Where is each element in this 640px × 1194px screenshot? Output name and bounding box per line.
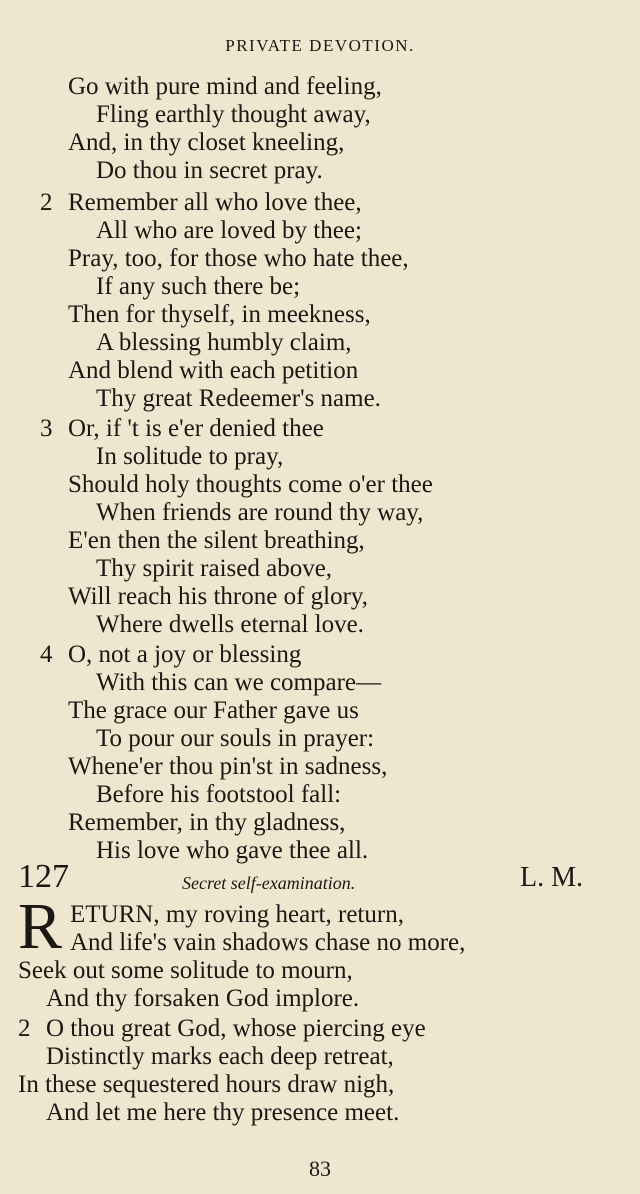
verse-line: Pray, too, for those who hate thee, [68, 245, 409, 272]
verse-line: Then for thyself, in meekness, [68, 301, 371, 328]
verse-line: With this can we compare— [96, 669, 382, 696]
verse-line: Should holy thoughts come o'er thee [68, 471, 433, 498]
verse-line: Remember all who love thee, [68, 189, 362, 216]
verse-line: Go with pure mind and feeling, [68, 73, 382, 100]
verse-line: Whene'er thou pin'st in sadness, [68, 753, 388, 780]
hymn-number: 127 [18, 858, 69, 895]
hymn-meter: L. M. [520, 862, 583, 893]
verse-line: A blessing humbly claim, [96, 329, 352, 356]
verse-line: Thy great Redeemer's name. [96, 385, 381, 412]
verse-line: And thy forsaken God implore. [46, 985, 360, 1012]
verse-line: O, not a joy or blessing [68, 641, 302, 668]
verse-line: Do thou in secret pray. [96, 157, 323, 184]
verse-line: To pour our souls in prayer: [96, 725, 375, 752]
verse-line: Distinctly marks each deep retreat, [46, 1043, 394, 1070]
stanza-number: 4 [40, 641, 53, 668]
stanza-number: 2 [18, 1015, 31, 1042]
verse-line: Fling earthly thought away, [96, 101, 371, 128]
verse-line: All who are loved by thee; [96, 217, 362, 244]
verse-line: In solitude to pray, [96, 443, 284, 470]
verse-line: Or, if 't is e'er denied thee [68, 415, 324, 442]
verse-line: Where dwells eternal love. [96, 611, 364, 638]
verse-line: If any such there be; [96, 273, 301, 300]
stanza-number: 3 [40, 415, 53, 442]
verse-line: And, in thy closet kneeling, [68, 129, 345, 156]
page-header: PRIVATE DEVOTION. [225, 36, 415, 55]
verse-line: O thou great God, whose piercing eye [46, 1015, 426, 1042]
verse-line: And let me here thy presence meet. [46, 1099, 400, 1126]
verse-line: Remember, in thy gladness, [68, 809, 346, 836]
verse-line: And blend with each petition [68, 357, 359, 384]
hymn-title: Secret self-examination. [182, 873, 356, 893]
verse-line: And life's vain shadows chase no more, [70, 929, 466, 956]
verse-line: Seek out some solitude to mourn, [18, 957, 353, 984]
verse-line: The grace our Father gave us [68, 697, 359, 724]
stanza-number: 2 [40, 189, 53, 216]
page-number: 83 [309, 1156, 331, 1181]
drop-cap: R [18, 890, 63, 963]
verse-line: E'en then the silent breathing, [68, 527, 365, 554]
verse-line: Will reach his throne of glory, [68, 583, 369, 610]
verse-line: ETURN, my roving heart, return, [70, 901, 404, 928]
verse-line: Before his footstool fall: [96, 781, 342, 808]
verse-line: When friends are round thy way, [96, 499, 424, 526]
verse-line: His love who gave thee all. [96, 837, 369, 864]
verse-line: Thy spirit raised above, [96, 555, 333, 582]
verse-line: In these sequestered hours draw nigh, [18, 1071, 395, 1098]
